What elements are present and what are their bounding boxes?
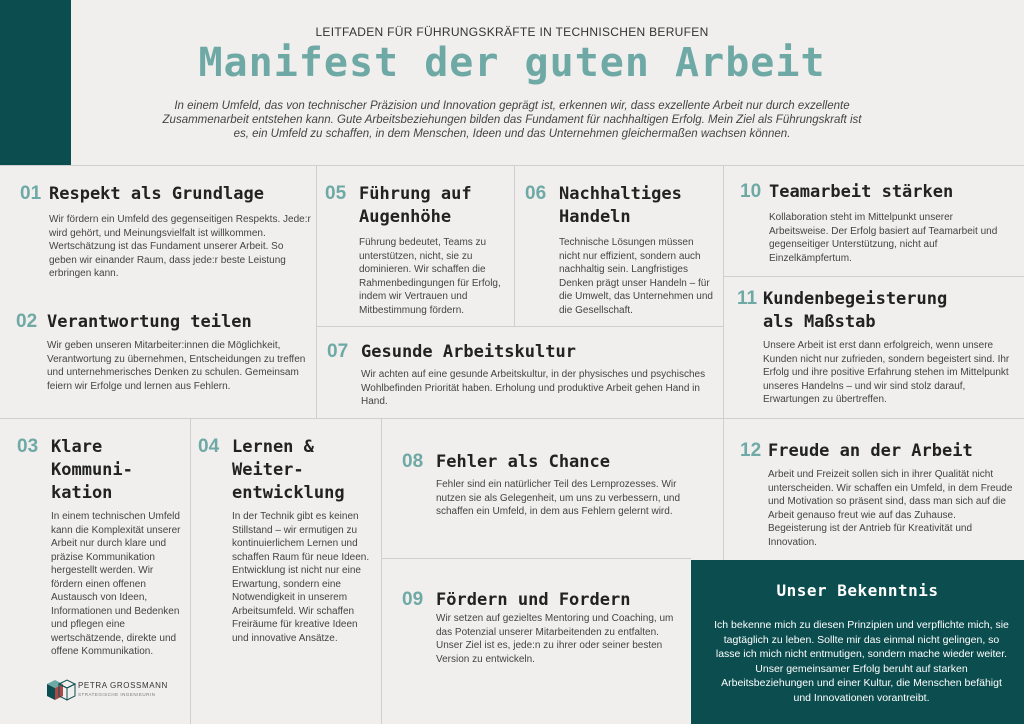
principle-title-line: Kundenbegeisterung	[763, 289, 948, 309]
divider	[381, 558, 691, 559]
principle-title-line: Nachhaltiges	[559, 184, 682, 204]
principle-number: 08	[402, 451, 424, 472]
principle-title: Gesunde Arbeitskultur	[361, 342, 576, 362]
divider	[316, 326, 723, 327]
pledge-title: Unser Bekenntnis	[776, 581, 939, 600]
principle-title: Freude an der Arbeit	[768, 441, 973, 461]
principle-number: 10	[740, 181, 762, 202]
principle-card	[325, 183, 511, 323]
principle-card	[737, 288, 1020, 408]
pledge-text: Ich bekenne mich zu diesen Prinzipien und verpflichte mich, sie tagtäglich zu leben. Sollte mir das einmal nicht gelingen, so lasse ich mich nicht entmutigen, sondern mache wieder weiter. Unser gemeinsamer Erfolg beruht auf starken Arbeitsbeziehungen und einer Kultur, die Menschen befähigt und Innovationen vorantreibt.	[714, 619, 1009, 704]
principle-title-line: kation	[51, 483, 113, 503]
divider	[514, 165, 515, 326]
logo-tagline: STRATEGISCHE INGENIEURIN	[78, 692, 156, 697]
principle-card	[327, 341, 720, 413]
principle-card	[17, 436, 187, 656]
principle-text: Wir geben unseren Mitarbeiter:innen die Möglichkeit, Verantwortung zu übernehmen, Entscheidungen zu treffen und unternehmerisches Denken zu schulen. Gemeinsam feiern wir Erfolge und lernen aus Fehlern.	[47, 340, 306, 392]
principle-text: In der Technik gibt es keinen Stillstand – wir ermutigen zu kontinuierlichem Lernen und schaffen Raum für neue Ideen. Entwicklung ist nicht nur eine Erwartung, sondern eine Notwendigkeit in unserem Arbeitsumfeld. Wir schaffen Freiräume für kreative Ideen und innovative Ansätze.	[232, 511, 370, 644]
principle-text: Technische Lösungen müssen nicht nur effizient, sondern auch nachhaltig sein. Langfristiges Denken prägt unser Handeln – für die Umwelt, das Unternehmen und die Gesellschaft.	[559, 237, 713, 316]
principle-card	[402, 451, 687, 531]
principle-card	[740, 440, 1020, 550]
principle-card	[16, 311, 310, 401]
principle-text: Führung bedeutet, Teams zu unterstützen, nicht, sie zu dominieren. Wir schaffen die Rahmenbedingungen für Erfolg, indem wir Vertrauen und Mitbestimmung fördern.	[359, 237, 501, 316]
principle-number: 07	[327, 341, 349, 362]
principle-card	[402, 589, 687, 669]
divider	[723, 165, 724, 560]
principle-number: 09	[402, 589, 424, 610]
principle-number: 01	[20, 183, 42, 204]
principle-card	[198, 436, 378, 656]
principle-title-line: Weiter-	[232, 460, 304, 480]
principle-title-line: Augenhöhe	[359, 207, 452, 227]
intro-text: In einem Umfeld, das von technischer Präzision und Innovation geprägt ist, erkennen wir, dass exzellente Arbeit nur durch exzellente Zusammenarbeit entstehen kann. Gute Arbeitsbeziehungen bilden das Fundament für nachhaltigen Erfolg. Mein Ziel als Führungskraft ist es, ein Umfeld zu schaffen, in dem Menschen, Ideen und das Unternehmen gleichermaßen wachsen können.	[162, 100, 862, 140]
principle-text: Fehler sind ein natürlicher Teil des Lernprozesses. Wir nutzen sie als Gelegenheit, um uns zu verbessern, und schaffen ein Umfeld, in dem aus Fehlern gelernt wird.	[436, 479, 681, 517]
principle-number: 02	[16, 311, 38, 332]
principle-text: Arbeit und Freizeit sollen sich in ihrer Qualität nicht unterscheiden. Wir schaffen ein Umfeld, in dem Freude und Motivation so präsent sind, dass man sich auf die Arbeit genauso freut wie auf das Zuhause. Begeisterung ist der Antrieb für Kreativität und Innovation.	[768, 469, 1013, 548]
pledge-box	[691, 560, 1024, 724]
principle-text: Wir achten auf eine gesunde Arbeitskultur, in der physisches und psychisches Wohlbefinden Priorität haben. Erholung und produktive Arbeit gehen Hand in Hand.	[361, 369, 706, 407]
principle-text: Wir fördern ein Umfeld des gegenseitigen Respekts. Jede:r wird gehört, und Meinungsvielfalt ist willkommen. Wertschätzung ist das Fundament unserer Arbeit. So geben wir einander Raum, dass jede:r beste Leistung erbringen kann.	[49, 214, 311, 279]
divider	[723, 276, 1024, 277]
page-title: Manifest der guten Arbeit	[198, 40, 826, 86]
divider	[0, 165, 1024, 166]
divider	[381, 418, 382, 724]
principle-number: 06	[525, 183, 547, 204]
principle-title-line: Lernen &	[232, 437, 314, 457]
logo-name: PETRA GROSSMANN	[78, 681, 168, 690]
principle-number: 11	[737, 288, 758, 309]
principle-text: In einem technischen Umfeld kann die Komplexität unserer Arbeit nur durch klare und präzise Kommunikation hergestellt werden. Wir fördern einen offenen Austausch von Ideen, Informationen und Bedenken und pflegen eine wertschätzende, direkte und offene Kommunikation.	[51, 511, 181, 657]
principle-title: Fördern und Fordern	[436, 590, 631, 610]
principle-number: 05	[325, 183, 347, 204]
principle-number: 12	[740, 440, 762, 461]
principle-title-line: entwicklung	[232, 483, 345, 503]
principle-title: Fehler als Chance	[436, 452, 610, 472]
principle-title-line: als Maßstab	[763, 312, 876, 332]
principle-text: Wir setzen auf gezieltes Mentoring und Coaching, um das Potenzial unserer Mitarbeitenden zu entfalten. Unser Ziel ist es, jede:n zu ihrer oder seiner besten Version zu entwickeln.	[436, 613, 674, 665]
principle-card	[20, 183, 310, 283]
principle-title-line: Führung auf	[359, 184, 472, 204]
principle-card	[525, 183, 719, 323]
principle-number: 04	[198, 436, 220, 457]
principle-text: Unsere Arbeit ist erst dann erfolgreich, wenn unsere Kunden nicht nur zufrieden, sondern begeistert sind. Ihr Erfolg und ihre positive Erfahrung stehen im Mittelpunkt unseres Handelns – und wir sind stolz darauf, Erwartungen zu übertreffen.	[763, 340, 1010, 405]
principle-card	[740, 181, 1020, 271]
divider	[316, 165, 317, 418]
kicker: LEITFADEN FÜR FÜHRUNGSKRÄFTE IN TECHNISCHEN BERUFEN	[315, 25, 709, 39]
principle-title: Respekt als Grundlage	[49, 184, 264, 204]
divider	[190, 418, 191, 724]
principle-title-line: Klare	[51, 437, 103, 457]
principle-title-line: Kommuni-	[51, 460, 133, 480]
principle-title: Verantwortung teilen	[47, 312, 252, 332]
principle-text: Kollaboration steht im Mittelpunkt unserer Arbeitsweise. Der Erfolg basiert auf Teamarbeit und gegenseitiger Unterstützung, nicht auf Einzelkämpfertum.	[769, 212, 998, 264]
principle-title: Teamarbeit stärken	[769, 182, 954, 202]
divider	[0, 418, 1024, 419]
principle-number: 03	[17, 436, 39, 457]
principle-title-line: Handeln	[559, 207, 631, 227]
